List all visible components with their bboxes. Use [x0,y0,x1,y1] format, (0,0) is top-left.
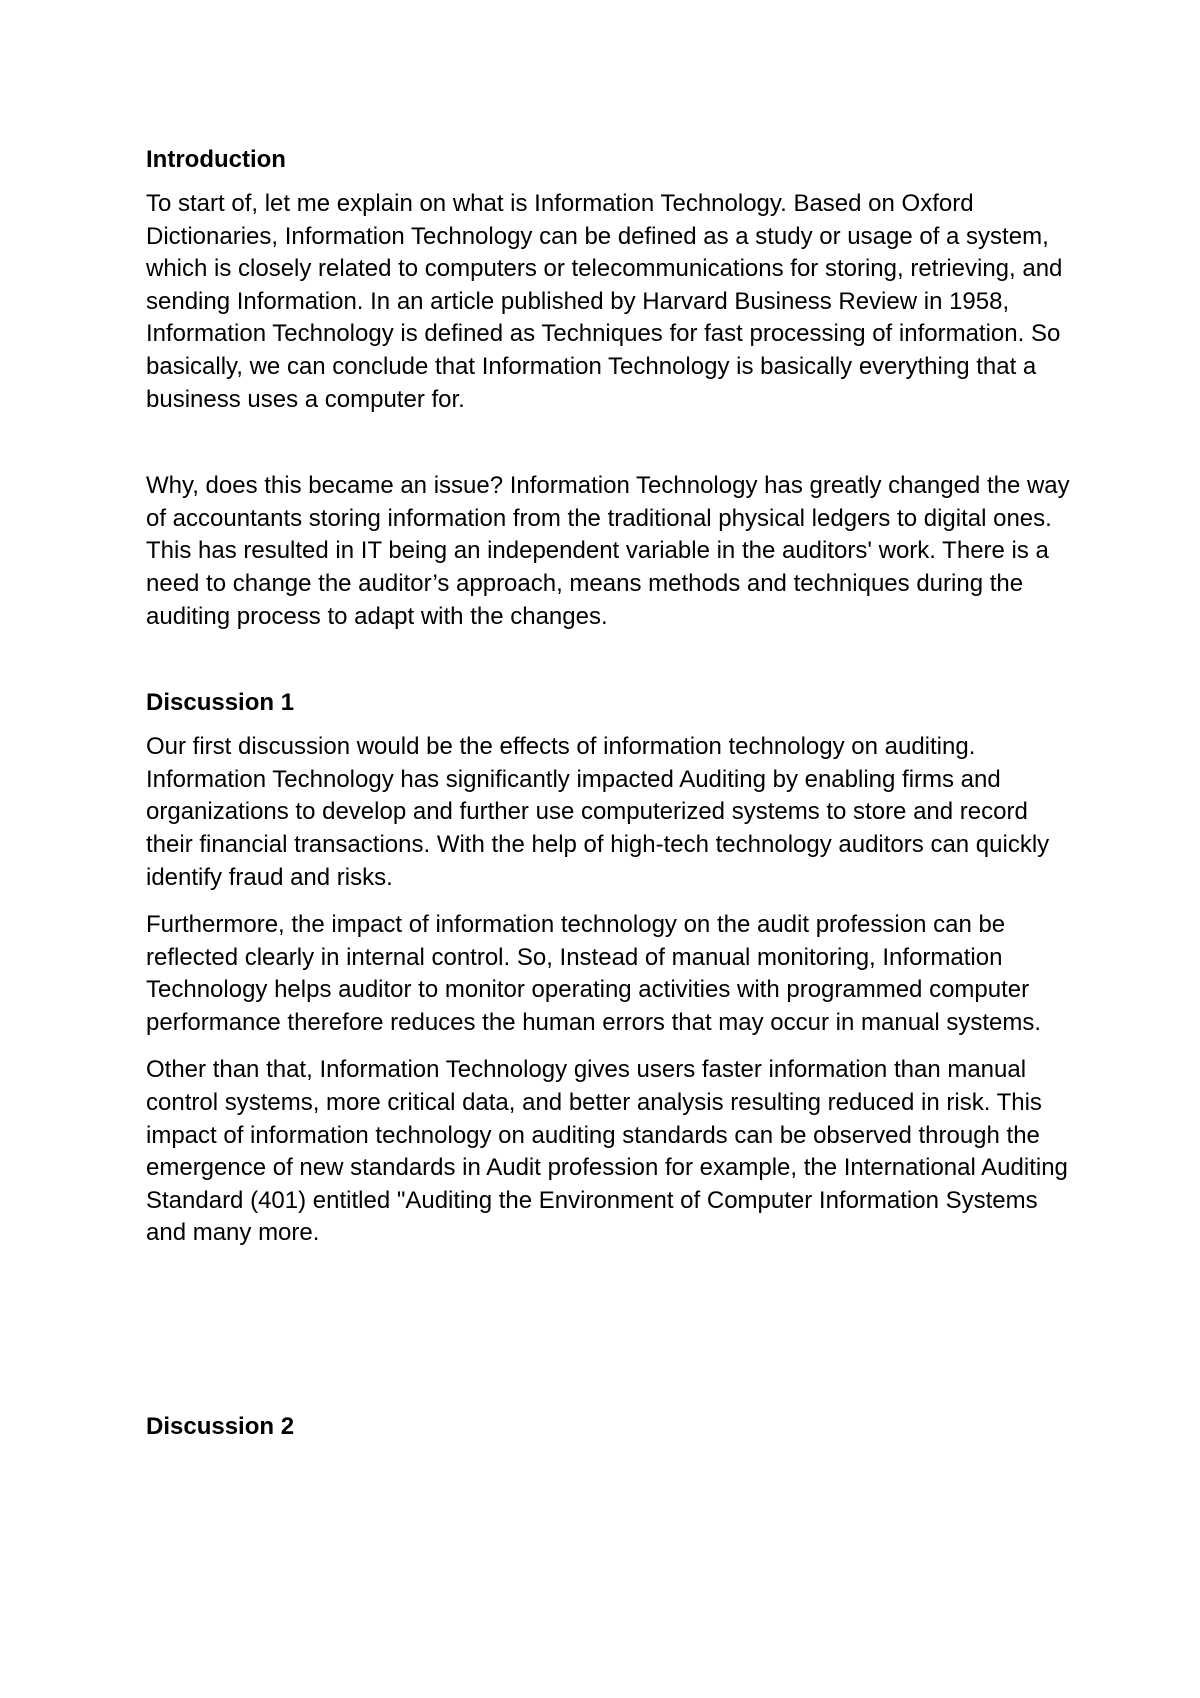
discussion1-paragraph-3: Other than that, Information Technology gives users faster information than manual control systems, more critical data, and better analysis resulting reduced in risk. This impact of information technology on auditing standards can be observed through the emergence of new standards in Audit profession for example, the International Auditing Standard (401) entitled "Auditing the Environment of Computer Information Systems and many more. [146,1056,1068,1247]
section-heading-introduction: Introduction [146,146,286,173]
intro-paragraph-2: Why, does this became an issue? Information Technology has greatly changed the way of accountants storing information from the traditional physical ledgers to digital ones. This has resulted in IT being an independent variable in the auditors' work. There is a need to change the auditor’s approach, means methods and techniques during the auditing process to adapt with the changes. [146,472,1070,630]
discussion1-paragraph-2: Furthermore, the impact of information technology on the audit profession can be reflected clearly in internal control. So, Instead of manual monitoring, Information Technology helps auditor to monitor operating activities with programmed computer performance therefore reduces the human errors that may occur in manual systems. [146,911,1042,1036]
discussion1-paragraph-1: Our first discussion would be the effects of information technology on auditing. Information Technology has significantly impacted Auditing by enabling firms and organizations to develop and further use computerized systems to store and record their financial transactions. With the help of high-tech technology auditors can quickly identify fraud and risks. [146,733,1050,891]
section-heading-discussion-2: Discussion 2 [146,1413,295,1441]
document-body [146,144,1076,1443]
intro-paragraph-1: To start of, let me explain on what is Information Technology. Based on Oxford Dictionaries, Information Technology can be defined as a study or usage of a system, which is closely related to computers or telecommunications for storing, retrieving, and sending Information. In an article published by Harvard Business Review in 1958, Information Technology is defined as Techniques for fast processing of information. So basically, we can conclude that Information Technology is basically everything that a business uses a computer for. [146,190,1063,413]
section-heading-discussion-1: Discussion 1 [146,689,295,717]
